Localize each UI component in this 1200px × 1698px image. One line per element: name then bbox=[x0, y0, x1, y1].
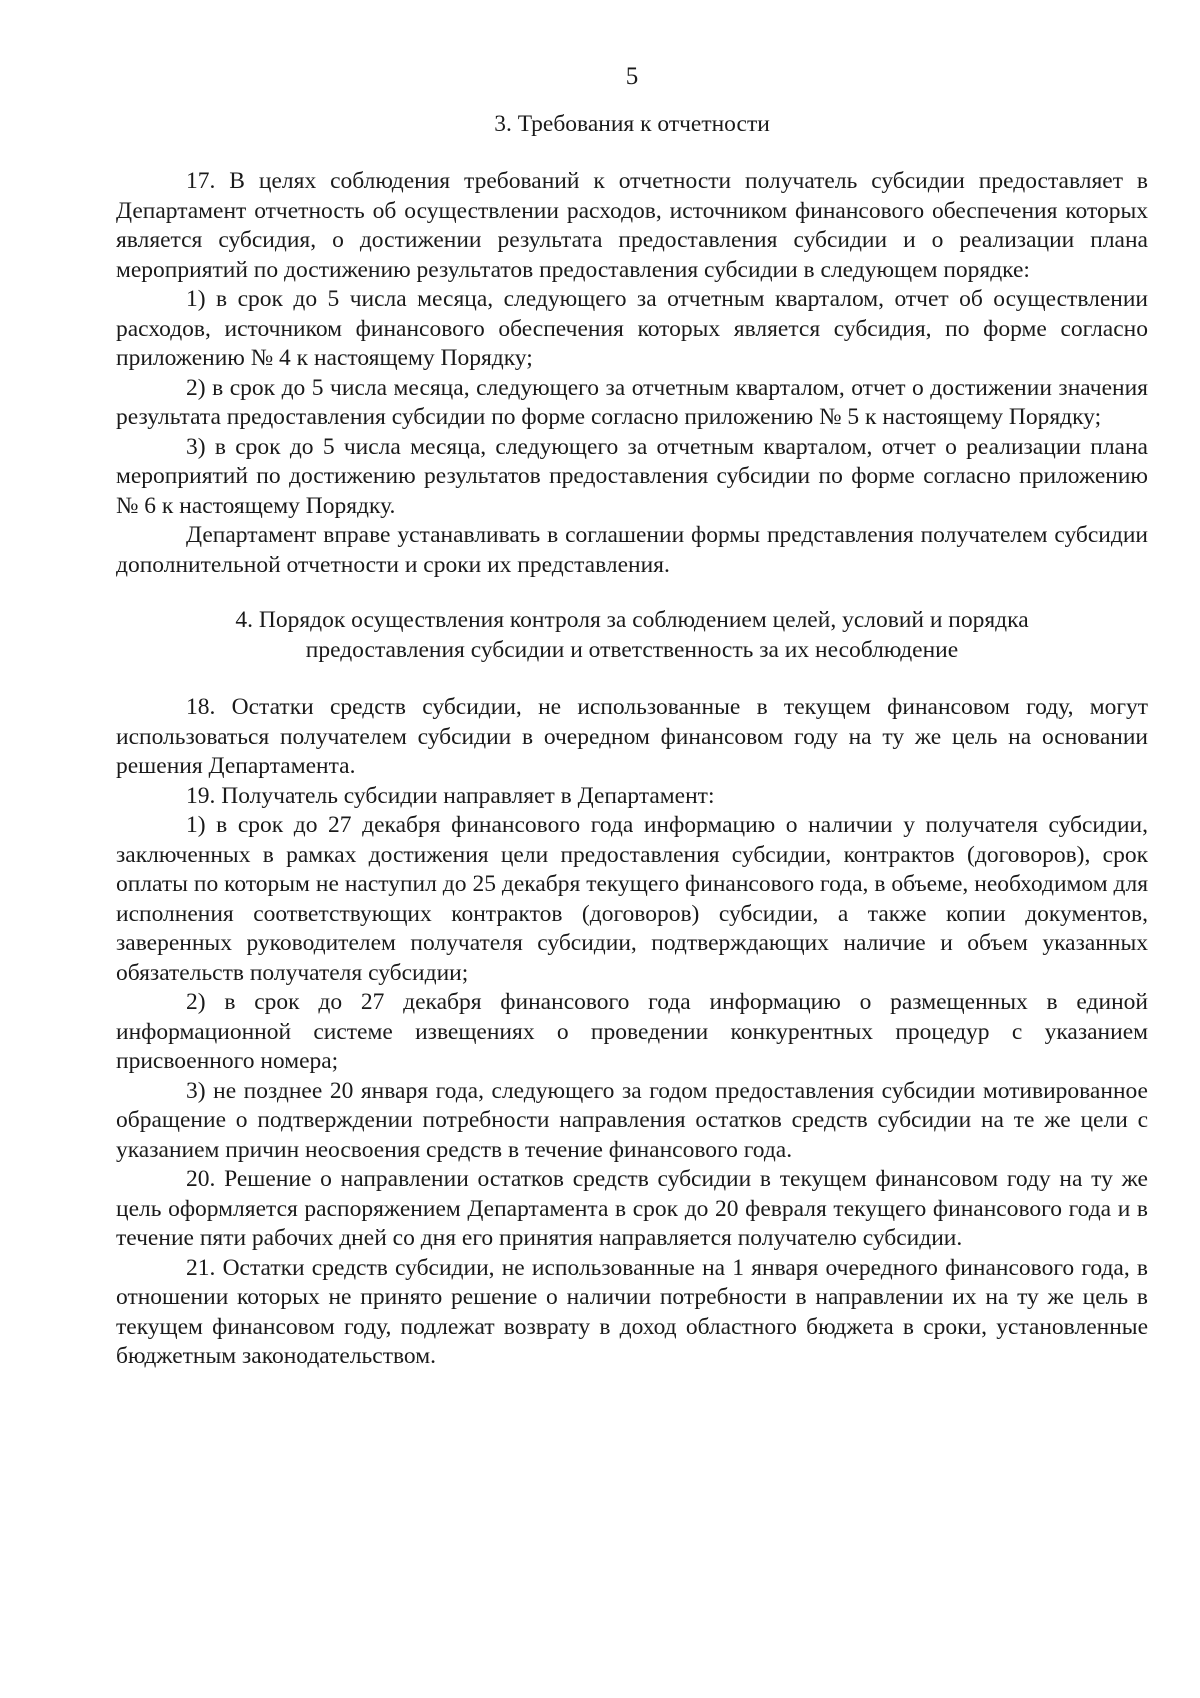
paragraph-21: 21. Остатки средств субсидии, не использованные на 1 января очередного финансового года, в отношении которых не принято решение о наличии потребности в направлении их на ту же цель в текущем финансовом году, подлежат возврату в доход областного бюджета в сроки, установленные бюджетным законодательством. bbox=[116, 1254, 1148, 1369]
paragraph-17-note: Департамент вправе устанавливать в соглашении формы представления получателем субсидии дополнительной отчетности и сроки их представления. bbox=[116, 522, 1148, 578]
paragraph-19: 19. Получатель субсидии направляет в Департамент: bbox=[186, 782, 715, 809]
paragraph-18: 18. Остатки средств субсидии, не использованные в текущем финансовом году, могут использоваться получателем субсидии в очередном финансовом году на ту же цель на основании решения Департамента. bbox=[116, 694, 1148, 779]
section-4-heading-line-1: 4. Порядок осуществления контроля за соблюдением целей, условий и порядка bbox=[235, 607, 1029, 633]
page-number: 5 bbox=[625, 63, 639, 90]
paragraph-19-item-1: 1) в срок до 27 декабря финансового года информацию о наличии у получателя субсидии, заключенных в рамках достижения цели предоставления субсидии, контрактов (договоров), срок оплаты по которым не наступил до 25 декабря текущего финансового года, в объеме, необходимом для исполнения соответствующих контрактов (договоров) субсидии, а также копии документов, заверенных руководителем получателя субсидии, подтверждающих наличие и объем указанных обязательств получателя субсидии; bbox=[116, 812, 1148, 986]
document-page bbox=[116, 52, 1148, 1372]
paragraph-17-item-3: 3) в срок до 5 числа месяца, следующего за отчетным кварталом, отчет о реализации плана мероприятий по достижению результатов предоставления субсидии по форме согласно приложению № 6 к настоящему Порядку. bbox=[116, 433, 1148, 519]
section-4-heading-line-2: предоставления субсидии и ответственность за их несоблюдение bbox=[305, 636, 959, 663]
section-4-heading bbox=[116, 606, 1148, 665]
section-4-body bbox=[116, 693, 1148, 1372]
paragraph-17-item-1: 1) в срок до 5 числа месяца, следующего за отчетным кварталом, отчет об осуществлении расходов, источником финансового обеспечения которых является субсидия, по форме согласно приложению № 4 к настоящему Порядку; bbox=[116, 286, 1148, 371]
section-3-body bbox=[116, 167, 1148, 580]
paragraph-19-item-2: 2) в срок до 27 декабря финансового года информацию о размещенных в единой информационной системе извещениях о проведении конкурентных процедур с указанием присвоенного номера; bbox=[116, 989, 1148, 1074]
paragraph-19-item-3: 3) не позднее 20 января года, следующего за годом предоставления субсидии мотивированное обращение о подтверждении потребности направления остатков средств субсидии на те же цели с указанием причин неосвоения средств в течение финансового года. bbox=[116, 1077, 1148, 1163]
paragraph-17: 17. В целях соблюдения требований к отчетности получатель субсидии предоставляет в Департамент отчетность об осуществлении расходов, источником финансового обеспечения которых является субсидия, о достижении результата предоставления субсидии и о реализации плана мероприятий по достижению результатов предоставления субсидии в следующем порядке: bbox=[116, 168, 1148, 283]
section-3-heading: 3. Требования к отчетности bbox=[494, 110, 770, 137]
paragraph-17-item-2: 2) в срок до 5 числа месяца, следующего за отчетным кварталом, отчет о достижении значения результата предоставления субсидии по форме согласно приложению № 5 к настоящему Порядку; bbox=[116, 374, 1148, 430]
paragraph-20: 20. Решение о направлении остатков средств субсидии в текущем финансовом году на ту же цель оформляется распоряжением Департамента в срок до 20 февраля текущего финансового года и в течение пяти рабочих дней со дня его принятия направляется получателю субсидии. bbox=[116, 1166, 1148, 1251]
